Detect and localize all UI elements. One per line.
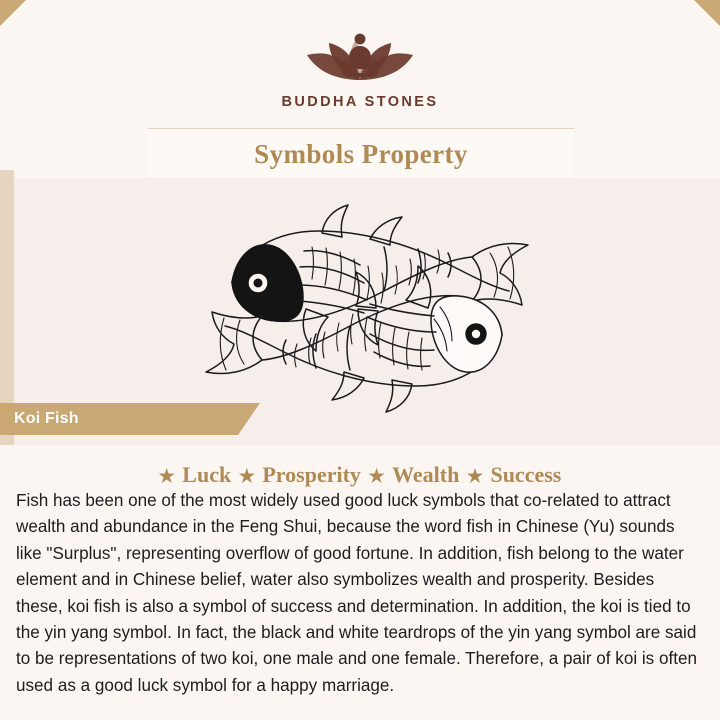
two-koi-fish-yin-yang-illustration — [172, 187, 562, 437]
star-icon-1: ★ — [158, 466, 175, 486]
keyword-success: Success — [490, 462, 562, 487]
star-icon-3: ★ — [368, 466, 385, 486]
star-icon-4: ★ — [466, 466, 483, 486]
page-title-banner — [148, 128, 574, 180]
corner-decoration-top-right — [694, 0, 720, 26]
corner-decoration-top-left — [0, 0, 26, 26]
lotus-meditation-icon — [301, 26, 419, 88]
description-paragraph: Fish has been one of the most widely used good luck symbols that co-related to attract wealth and abundance in the Feng Shui, because the word fish in Chinese (Yu) sounds like "Surplus", representing overflow of good fortune. In addition, fish belong to the water element and in Chinese belief, water also symbolizes wealth and prosperity. Besides these, koi fish is also a symbol of success and determination. In addition, the koi is tied to the yin yang symbol. In fact, the black and white teardrops of the yin yang symbol are said to be representations of two koi, one male and one female. Therefore, a pair of koi is often used as a good luck symbol for a happy marriage. — [16, 491, 697, 695]
star-icon-2: ★ — [238, 466, 255, 486]
brand-name: BUDDHA STONES — [281, 94, 439, 110]
keyword-prosperity: Prosperity — [262, 462, 361, 487]
keywords-row — [0, 462, 720, 488]
page-title: Symbols Property — [254, 138, 468, 169]
brand-header — [0, 26, 720, 110]
keyword-wealth: Wealth — [392, 462, 460, 487]
keyword-luck: Luck — [182, 462, 232, 487]
caption-ribbon-tail — [238, 403, 260, 435]
hero-caption-label: Koi Fish — [14, 410, 79, 427]
hero-caption-ribbon — [0, 403, 238, 435]
